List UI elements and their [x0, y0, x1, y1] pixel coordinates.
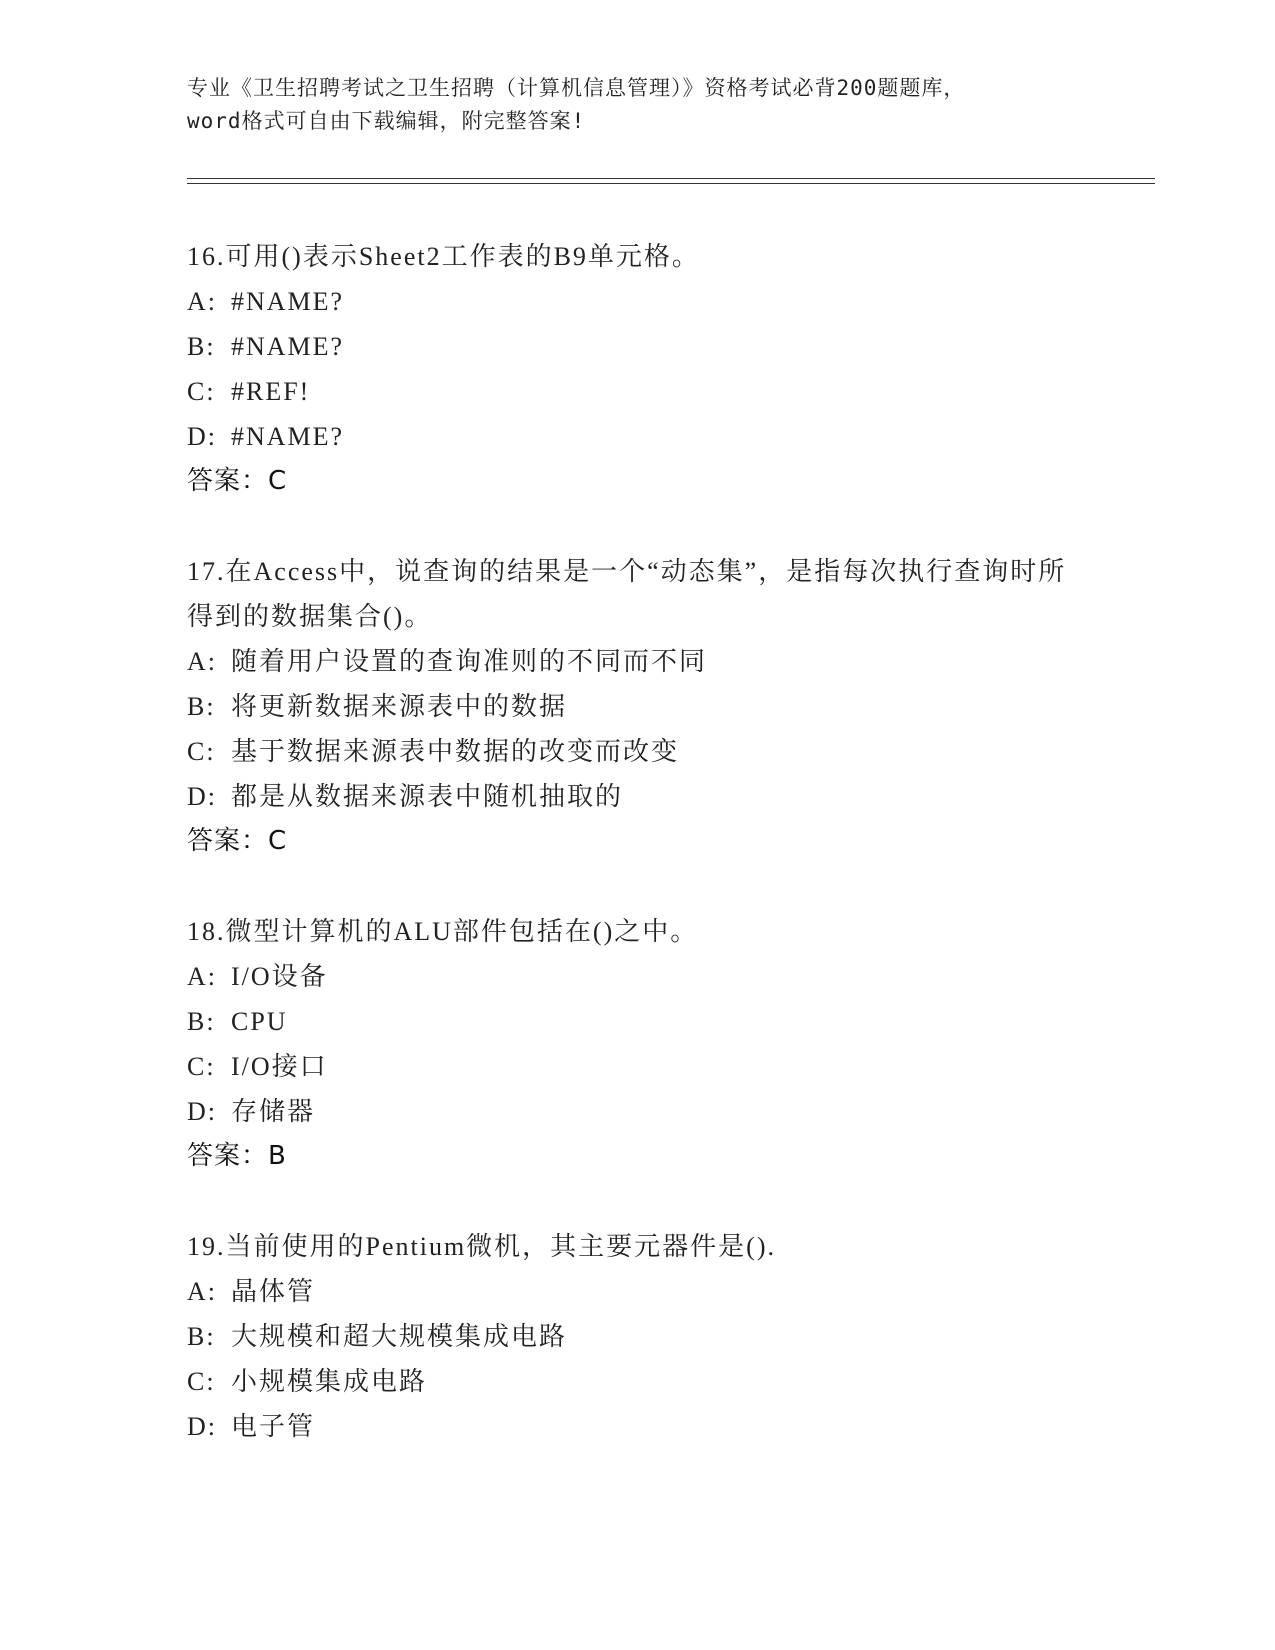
option-key: D: [187, 782, 217, 811]
option-text: #NAME? [231, 287, 345, 316]
option-d [187, 414, 1087, 459]
option-b [187, 324, 1087, 369]
option-text: #NAME? [231, 422, 345, 451]
question-stem: 19.当前使用的Pentium微机，其主要元器件是(). [187, 1232, 776, 1261]
option-key: B: [187, 1322, 216, 1351]
option-key: A: [187, 647, 217, 676]
option-text: #NAME? [231, 332, 345, 361]
option-text: 存储器 [231, 1097, 316, 1126]
option-text: 小规模集成电路 [231, 1367, 428, 1396]
option-c [187, 1044, 1087, 1089]
option-text: I/O设备 [231, 962, 328, 991]
option-c [187, 1359, 1087, 1404]
option-a [187, 1269, 1087, 1314]
option-text: 将更新数据来源表中的数据 [231, 692, 568, 721]
answer-line: 答案：C [187, 826, 288, 856]
question-stem: 18.微型计算机的ALU部件包括在()之中。 [187, 917, 699, 946]
option-key: B: [187, 1007, 216, 1036]
option-key: C: [187, 377, 216, 406]
option-key: A: [187, 1277, 217, 1306]
question-stem: 16.可用()表示Sheet2工作表的B9单元格。 [187, 242, 700, 271]
option-key: D: [187, 422, 217, 451]
question-19 [187, 1224, 1087, 1449]
option-text: #REF! [231, 377, 311, 406]
option-text: 基于数据来源表中数据的改变而改变 [231, 737, 680, 766]
option-key: B: [187, 692, 216, 721]
option-key: B: [187, 332, 216, 361]
option-d [187, 1404, 1087, 1449]
option-key: C: [187, 737, 216, 766]
document-header [187, 72, 1087, 138]
option-text: 都是从数据来源表中随机抽取的 [231, 782, 624, 811]
option-text: 电子管 [231, 1412, 316, 1441]
option-d [187, 774, 1087, 819]
option-key: C: [187, 1052, 216, 1081]
answer-line: 答案：B [187, 1141, 287, 1171]
question-list [187, 234, 1087, 1449]
option-c [187, 369, 1087, 414]
option-text: I/O接口 [231, 1052, 328, 1081]
option-text: CPU [231, 1007, 288, 1036]
option-text: 随着用户设置的查询准则的不同而不同 [231, 647, 708, 676]
option-key: D: [187, 1097, 217, 1126]
question-stem: 17.在Access中，说查询的结果是一个“动态集”，是指每次执行查询时所得到的数据集合()。 [187, 557, 1067, 631]
option-b [187, 1314, 1087, 1359]
option-a [187, 639, 1087, 684]
header-title-line: 专业《卫生招聘考试之卫生招聘（计算机信息管理）》资格考试必背200题题库， [187, 76, 966, 100]
option-a [187, 954, 1087, 999]
option-key: C: [187, 1367, 216, 1396]
option-key: D: [187, 1412, 217, 1441]
option-text: 大规模和超大规模集成电路 [231, 1322, 568, 1351]
answer-line: 答案：C [187, 466, 288, 496]
option-b [187, 999, 1087, 1044]
option-c [187, 729, 1087, 774]
option-key: A: [187, 962, 217, 991]
question-spacer [187, 1179, 1087, 1224]
option-a [187, 279, 1087, 324]
header-divider-top [187, 178, 1155, 179]
header-subtitle-line: word格式可自由下载编辑，附完整答案! [187, 109, 586, 133]
question-spacer [187, 864, 1087, 909]
option-text: 晶体管 [231, 1277, 316, 1306]
option-key: A: [187, 287, 217, 316]
question-16 [187, 234, 1087, 504]
question-18 [187, 909, 1087, 1179]
option-d [187, 1089, 1087, 1134]
option-b [187, 684, 1087, 729]
question-spacer [187, 504, 1087, 549]
header-divider-bottom [187, 183, 1155, 184]
question-17 [187, 549, 1087, 864]
